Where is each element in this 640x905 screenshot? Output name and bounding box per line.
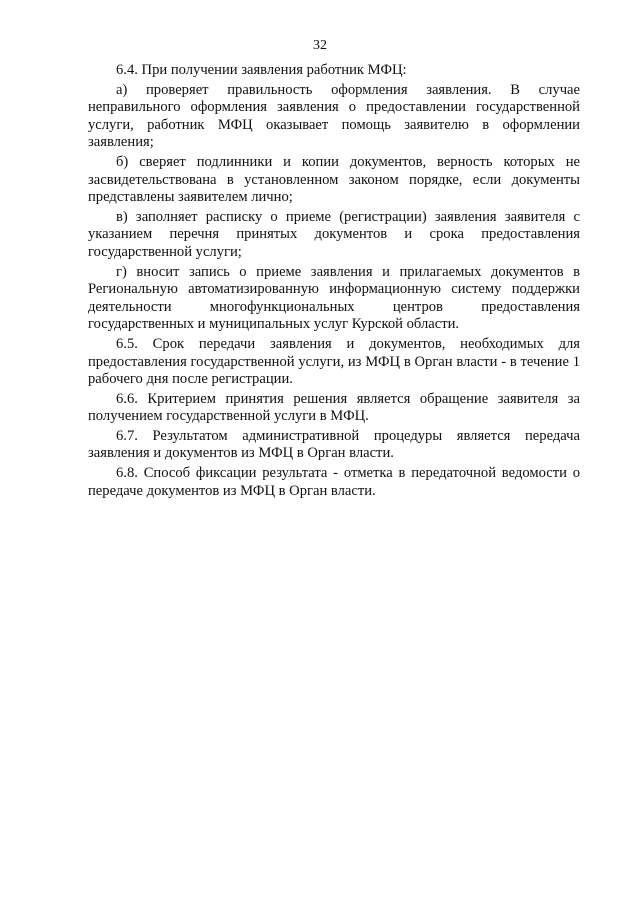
paragraph-6-6: 6.6. Критерием принятия решения является обращение заявителя за получением государственной услуги в МФЦ. [88,390,580,425]
paragraph-6-4-g: г) вносит запись о приеме заявления и прилагаемых документов в Региональную автоматизированную информационную систему поддержки деятельности многофункциональных центров предоставления государственных и муниципальных услуг Курской области. [88,263,580,333]
paragraph-6-4-v: в) заполняет расписку о приеме (регистрации) заявления заявителя с указанием перечня принятых документов и срока предоставления государственной услуги; [88,208,580,260]
paragraph-6-4-b: б) сверяет подлинники и копии документов, верность которых не засвидетельствована в установленном законом порядке, если документы представлены заявителем лично; [88,153,580,206]
paragraph-6-5: 6.5. Срок передачи заявления и документов, необходимых для предоставления государственной услуги, из МФЦ в Орган власти - в течение 1 рабочего дня после регистрации. [88,335,580,388]
document-body [88,62,580,502]
paragraph-6-7: 6.7. Результатом административной процедуры является передача заявления и документов из МФЦ в Орган власти. [88,427,580,462]
paragraph-6-4-a: а) проверяет правильность оформления заявления. В случае неправильного оформления заявления о предоставлении государственной услуги, работник МФЦ оказывает помощь заявителю в оформлении заявления; [88,81,580,151]
paragraph-6-4: 6.4. При получении заявления работник МФЦ: [116,62,407,78]
page-number: 32 [313,38,327,53]
paragraph-6-8: 6.8. Способ фиксации результата - отметка в передаточной ведомости о передаче документов из МФЦ в Орган власти. [88,465,580,499]
